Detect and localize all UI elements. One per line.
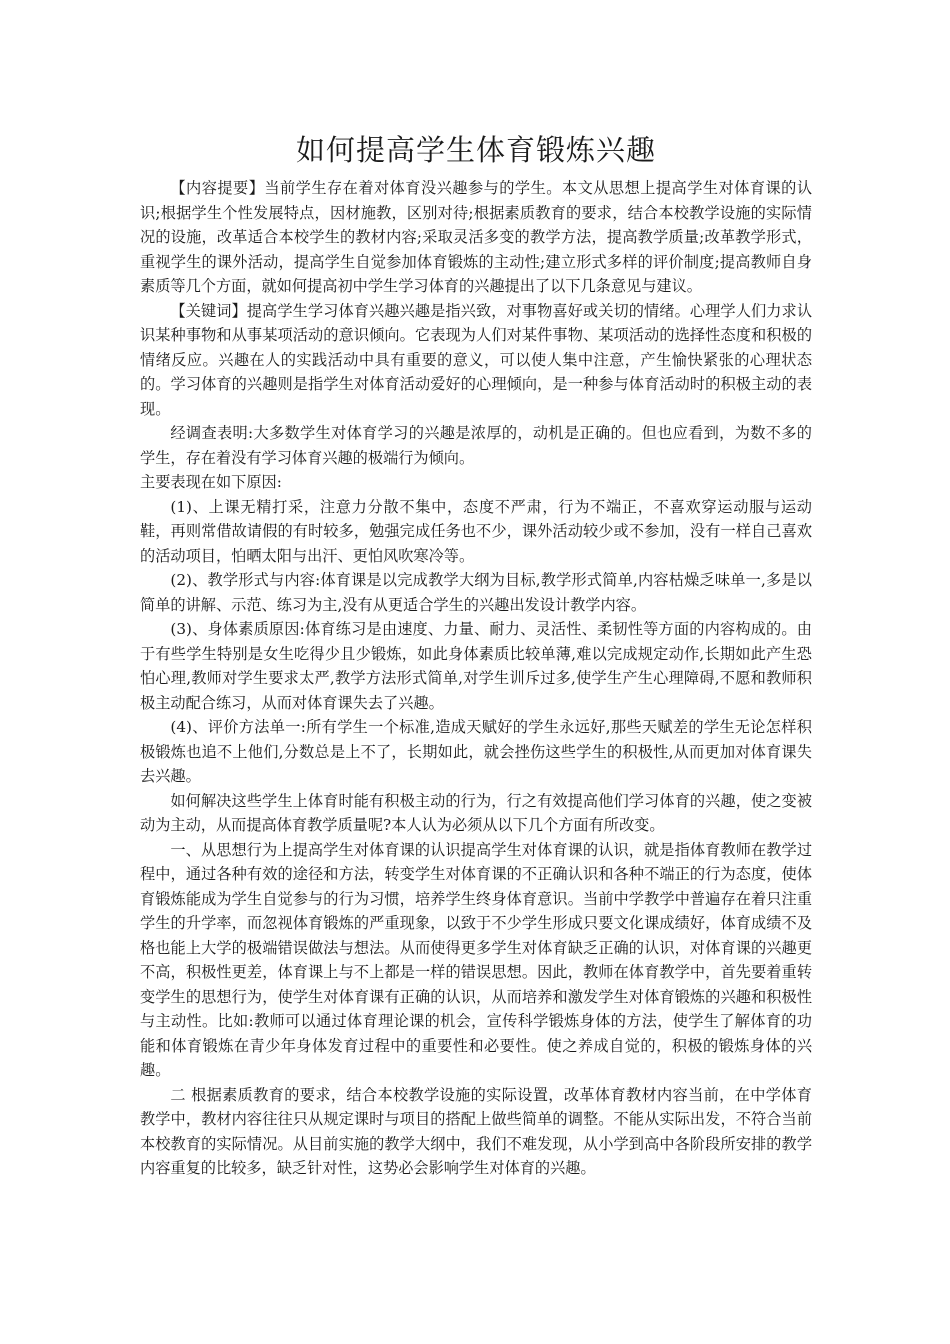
document-title: 如何提高学生体育锻炼兴趣 [295, 133, 656, 167]
body-paragraph: 主要表现在如下原因: [140, 473, 282, 491]
document-page [140, 128, 812, 1181]
keywords-paragraph: 【关键词】提高学生学习体育兴趣兴趣是指兴致，对事物喜好或关切的情绪。心理学人们力求认识某种事物和从事某项活动的意识倾向。它表现为人们对某件事物、某项活动的选择性态度和积极的情绪反应。兴趣在人的实践活动中具有重要的意义，可以使人集中注意，产生愉快紧张的心理状态的。学习体育的兴趣则是指学生对体育活动爱好的心理倾向，是一种参与体育活动时的积极主动的表现。 [140, 301, 812, 418]
abstract-paragraph: 【内容提要】当前学生存在着对体育没兴趣参与的学生。本文从思想上提高学生对体育课的认识;根据学生个性发展特点，因材施教，区别对待;根据素质教育的要求，结合本校教学设施的实际情况的设施，改革适合本校学生的教材内容;采取灵活多变的教学方法，提高教学质量;改革教学形式，重视学生的课外活动，提高学生自觉参加体育锻炼的主动性;建立形式多样的评价制度;提高教师自身素质等几个方面，就如何提高初中学生学习体育的兴趣提出了以下几条意见与建议。 [140, 179, 812, 295]
body-paragraph: 经调查表明:大多数学生对体育学习的兴趣是浓厚的，动机是正确的。但也应看到，为数不多的学生，存在着没有学习体育兴趣的极端行为倾向。 [140, 424, 812, 467]
list-item-paragraph: (4)、评价方法单一:所有学生一个标准,造成天赋好的学生永远好,那些天赋差的学生无论怎样积极锻炼也追不上他们,分数总是上不了，长期如此，就会挫伤这些学生的积极性,从而更加对体育课失去兴趣。 [140, 718, 812, 785]
list-item-paragraph: (3)、身体素质原因:体育练习是由速度、力量、耐力、灵活性、柔韧性等方面的内容构成的。由于有些学生特别是女生吃得少且少锻炼，如此身体素质比较单薄,难以完成规定动作,长期如此产生恐怕心理,教师对学生要求太严,教学方法形式简单,对学生训斥过多,使学生产生心理障碍,不愿和教师积极主动配合练习，从而对体育课失去了兴趣。 [140, 620, 812, 712]
list-item-paragraph: (1)、上课无精打采，注意力分散不集中，态度不严肃，行为不端正，不喜欢穿运动服与运动鞋，再则常借故请假的有时较多，勉强完成任务也不少，课外活动较少或不参加，没有一样自己喜欢的活动项目，怕晒太阳与出汗、更怕风吹寒冷等。 [140, 497, 812, 565]
section-paragraph: 一、从思想行为上提高学生对体育课的认识提高学生对体育课的认识，就是指体育教师在教学过程中，通过各种有效的途径和方法，转变学生对体育课的不正确认识和各种不端正的行为态度，使体育锻炼能成为学生自觉参与的行为习惯，培养学生终身体育意识。当前中学教学中普遍存在着只注重学生的升学率，而忽视体育锻炼的严重现象，以致于不少学生形成只要文化课成绩好，体育成绩不及格也能上大学的极端错误做法与想法。从而使得更多学生对体育缺乏正确的认识，对体育课的兴趣更不高，积极性更差，体育课上与不上都是一样的错误思想。因此，教师在体育教学中，首先要着重转变学生的思想行为，使学生对体育课有正确的认识，从而培养和激发学生对体育锻炼的兴趣和积极性与主动性。比如:教师可以通过体育理论课的机会，宣传科学锻炼身体的方法，使学生了解体育的功能和体育锻炼在青少年身体发育过程中的重要性和必要性。使之养成自觉的，积极的锻炼身体的兴趣。 [140, 840, 812, 1079]
section-paragraph: 二 根据素质教育的要求，结合本校教学设施的实际设置，改革体育教材内容当前，在中学体育教学中，教材内容往往只从规定课时与项目的搭配上做些简单的调整。不能从实际出发，不符合当前本校教育的实际情况。从目前实施的教学大纲中，我们不难发现，从小学到高中各阶段所安排的教学内容重复的比较多，缺乏针对性，这势必会影响学生对体育的兴趣。 [140, 1085, 812, 1177]
list-item-paragraph: (2)、教学形式与内容:体育课是以完成教学大纲为目标,教学形式简单,内容枯燥乏味单一,多是以简单的讲解、示范、练习为主,没有从更适合学生的兴趣出发设计教学内容。 [140, 571, 812, 614]
body-paragraph: 如何解决这些学生上体育时能有积极主动的行为，行之有效提高他们学习体育的兴趣，使之变被动为主动，从而提高体育教学质量呢?本人认为必须从以下几个方面有所改变。 [140, 791, 812, 834]
